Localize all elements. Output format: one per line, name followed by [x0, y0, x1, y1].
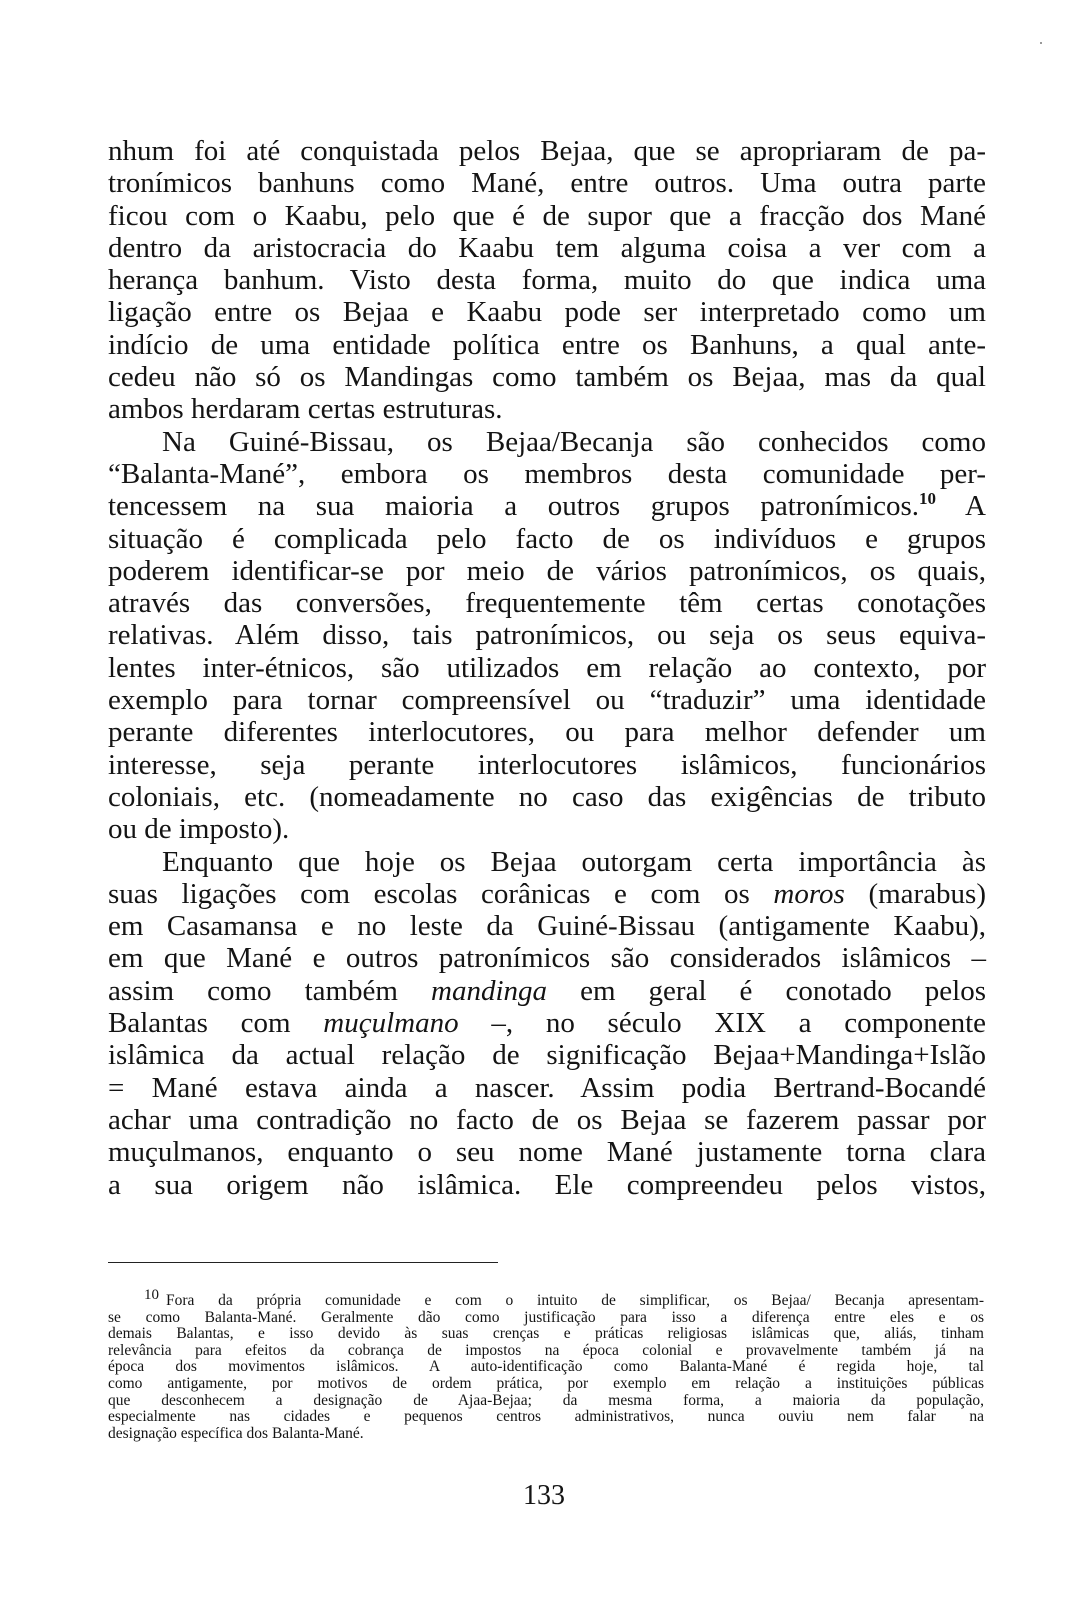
body-line: lentes inter-étnicos, são utilizados em relação ao contexto, por: [108, 651, 986, 684]
scan-speck: [1040, 42, 1042, 44]
footnotes: [108, 1287, 984, 1442]
footnote-line: relevância para efeitos da cobrança de impostos na época colonial e provavelmente também já na: [108, 1341, 984, 1359]
body-line: perante diferentes interlocutores, ou para melhor defender um: [108, 716, 986, 749]
footnote-separator: [108, 1262, 498, 1263]
body-line: = Mané estava ainda a nascer. Assim podia Bertrand-Bocandé: [108, 1071, 986, 1104]
body-line: em Casamansa e no leste da Guiné-Bissau (antigamente Kaabu),: [108, 910, 986, 943]
body-line-with-italic: [108, 975, 986, 1007]
paragraph-start-line: Enquanto que hoje os Bejaa outorgam certa importância às: [162, 845, 986, 878]
body-line: situação é complicada pelo facto de os indivíduos e grupos: [108, 522, 986, 555]
footnote-line: época dos movimentos islâmicos. A auto-identificação como Balanta-Mané é regida hoje, tal: [108, 1358, 984, 1376]
footnote-line: demais Balantas, e isso devido às suas crenças e práticas religiosas islâmicas que, aliás, tinham: [108, 1325, 984, 1343]
body-line: relativas. Além disso, tais patronímicos, ou seja os seus equiva-: [108, 619, 986, 652]
body-text: [108, 135, 986, 1201]
body-line-with-italic: [108, 878, 986, 910]
italic-term: mandinga: [431, 974, 548, 1007]
footnote-text: Fora da própria comunidade e com o intuito de simplificar, os Bejaa/ Becanja apresentam-: [166, 1292, 984, 1309]
text-segment: (marabus): [844, 877, 987, 910]
body-line: herança banhum. Visto desta forma, muito do que indica uma: [108, 264, 986, 297]
text-segment: tencessem na sua maioria a outros grupos patronímicos.: [108, 490, 920, 523]
body-line-with-italic: [108, 1007, 986, 1039]
body-line: ficou com o Kaabu, pelo que é de supor que a fracção dos Mané: [108, 199, 986, 232]
paragraph-start-line: Na Guiné-Bissau, os Bejaa/Becanja são conhecidos como: [162, 425, 986, 458]
body-line: ou de imposto).: [108, 813, 290, 846]
footnote-line: que desconhecem a designação de Ajaa-Bejaa; da mesma forma, a maioria da população,: [108, 1391, 984, 1409]
body-line-with-footnote-ref: [108, 490, 986, 522]
body-line: exemplo para tornar compreensível ou “traduzir” uma identidade: [108, 684, 986, 717]
body-line: poderem identificar-se por meio de vários patronímicos, os quais,: [108, 554, 986, 587]
footnote-line: especialmente nas cidades e pequenos centros administrativos, nunca ouviu nem falar na: [108, 1408, 984, 1426]
body-line: a sua origem não islâmica. Ele compreendeu pelos vistos,: [108, 1168, 986, 1201]
body-line: dentro da aristocracia do Kaabu tem alguma coisa a ver com a: [108, 231, 986, 264]
body-line: tronímicos banhuns como Mané, entre outros. Uma outra parte: [108, 167, 986, 200]
text-segment: suas ligações com escolas corânicas e com os: [108, 877, 774, 910]
italic-term: moros: [773, 877, 845, 910]
footnote-line: [108, 1287, 984, 1310]
footnote-line: como antigamente, por motivos de ordem prática, por exemplo em relação a instituições públicas: [108, 1374, 984, 1392]
body-line: nhum foi até conquistada pelos Bejaa, que se apropriaram de pa-: [108, 135, 986, 167]
body-line: ambos herdaram certas estruturas.: [108, 393, 503, 426]
body-line: coloniais, etc. (nomeadamente no caso das exigências de tributo: [108, 780, 986, 813]
text-segment: –, no século XIX a componente: [458, 1007, 986, 1040]
body-line: cedeu não só os Mandingas como também os Bejaa, mas da qual: [108, 361, 986, 394]
italic-term: muçulmano: [323, 1007, 459, 1040]
body-line: achar uma contradição no facto de os Bejaa se fazerem passar por: [108, 1103, 986, 1136]
footnote-reference[interactable]: 10: [919, 489, 937, 509]
text-segment: A: [936, 490, 986, 523]
body-line: através das conversões, frequentemente têm certas conotações: [108, 587, 986, 620]
footnote-line: designação específica dos Balanta-Mané.: [108, 1424, 364, 1442]
body-line: “Balanta-Mané”, embora os membros desta comunidade per-: [108, 457, 986, 490]
text-segment: assim como também: [108, 974, 432, 1007]
body-line: ligação entre os Bejaa e Kaabu pode ser interpretado como um: [108, 296, 986, 329]
page-number: 133: [523, 1480, 565, 1511]
body-line: islâmica da actual relação de significação Bejaa+Mandinga+Islão: [108, 1039, 986, 1072]
text-segment: Balantas com: [108, 1007, 324, 1040]
footnote-line: se como Balanta-Mané. Geralmente dão como justificação para isso a diferença entre eles e os: [108, 1308, 984, 1326]
body-line: indício de uma entidade política entre os Banhuns, a qual ante-: [108, 328, 986, 361]
text-segment: em geral é conotado pelos: [547, 974, 986, 1007]
footnote-number: 10: [144, 1287, 159, 1303]
body-line: em que Mané e outros patronímicos são considerados islâmicos –: [108, 942, 986, 975]
body-line: interesse, seja perante interlocutores islâmicos, funcionários: [108, 748, 986, 781]
body-line: muçulmanos, enquanto o seu nome Mané justamente torna clara: [108, 1136, 986, 1169]
